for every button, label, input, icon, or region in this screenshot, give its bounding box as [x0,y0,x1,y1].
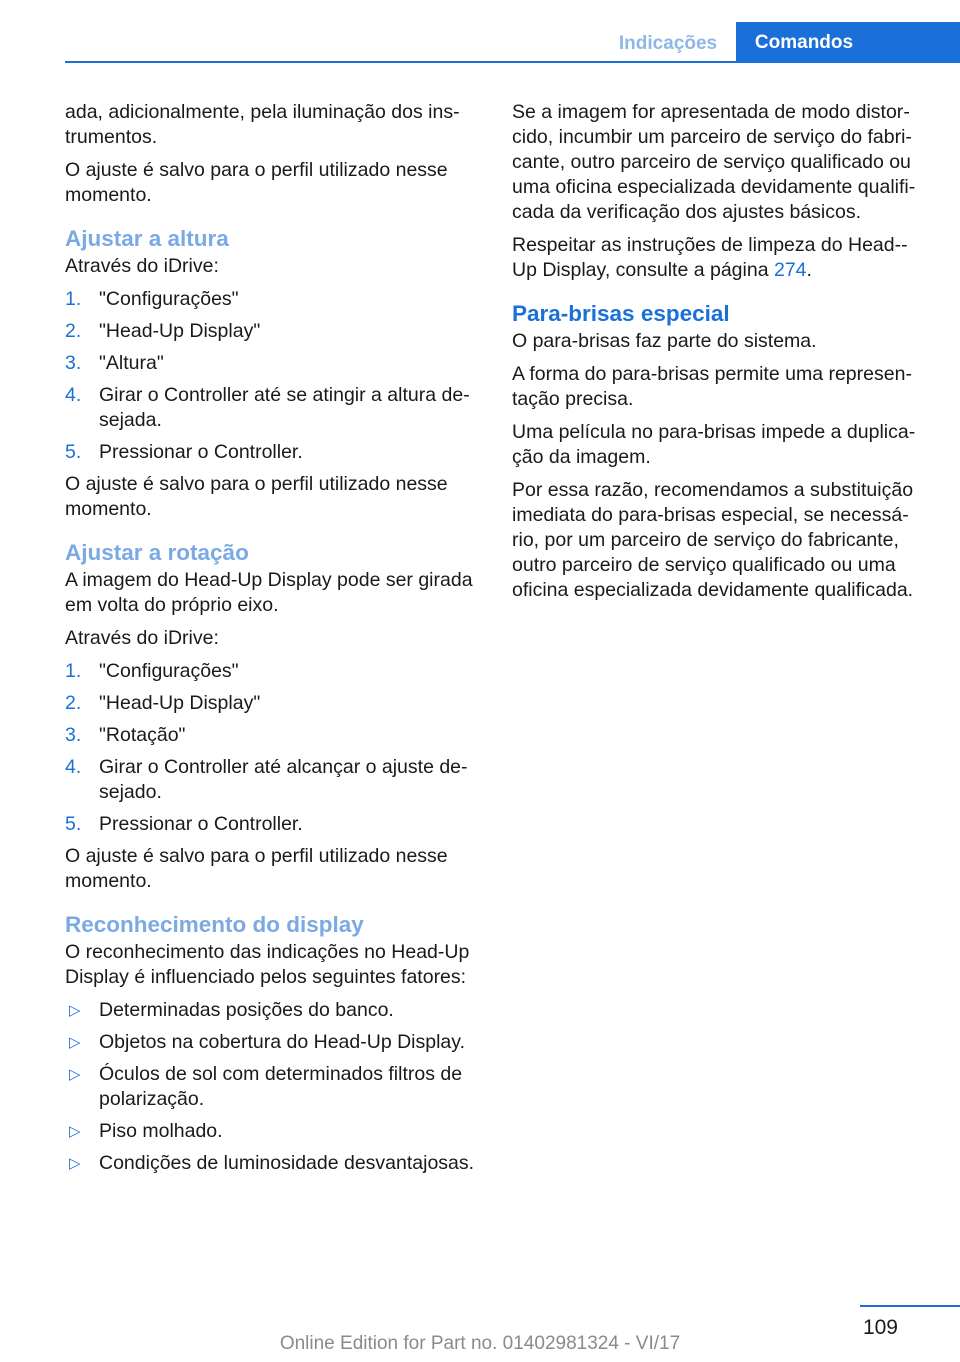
paragraph: O para-brisas faz parte do sistema. [512,330,817,352]
left-column [65,100,481,1183]
triangle-bullet-icon: ▷ [69,1066,81,1083]
list-item [65,287,481,312]
step-text: Girar o Controller até alcançar o ajuste desejado. [99,756,468,803]
triangle-bullet-icon: ▷ [69,1123,81,1140]
tab-comandos[interactable] [736,22,960,63]
bullet-text: Óculos de sol com determinados filtros de polarização. [99,1063,463,1110]
step-number: 4. [65,756,82,778]
paragraph: Uma película no para-brisas impede a duplicação da imagem. [512,421,916,468]
list-item [65,691,481,716]
paragraph: O ajuste é salvo para o perfil utilizado nesse momento. [65,473,448,520]
list-item [65,1062,481,1112]
paragraph-cleaning [512,233,926,283]
step-number: 3. [65,724,82,746]
step-text: "Altura" [99,352,164,374]
step-text: Girar o Controller até se atingir a altura desejada. [99,384,470,431]
list-item [65,351,481,376]
step-text: "Rotação" [99,724,186,746]
bullet-text: Condições de luminosidade desvantajosas. [99,1152,475,1174]
paragraph: Por essa razão, recomendamos a substituição imediata do para-brisas especial, se necessário, por um parceiro de serviço do fabricante, outro parceiro de serviço qualificado ou uma oficina especializada devidamente qualificada. [512,479,914,601]
step-text: "Configurações" [99,660,239,682]
bullet-text: Objetos na cobertura do Head-Up Display. [99,1031,465,1053]
list-item [65,1030,481,1055]
list-item [65,1151,481,1176]
text: Respeitar as instruções de limpeza do Head-Up Display, consulte a página [512,234,908,281]
heading-para-brisas-especial: Para-brisas especial [512,301,730,326]
step-number: 5. [65,441,82,463]
list-item [65,812,481,837]
step-number: 5. [65,813,82,835]
paragraph: Se a imagem for apresentada de modo distorcido, incumbir um parceiro de serviço do fabricante, outro parceiro de serviço qualificado ou uma oficina especializada devidamente qualificada da verificação dos ajustes básicos. [512,101,916,223]
list-item [65,998,481,1023]
tab-comandos-label: Comandos [754,32,854,53]
step-text: "Head-Up Display" [99,320,261,342]
tab-indicacoes[interactable]: Indicações [618,33,718,54]
triangle-bullet-icon: ▷ [69,1034,81,1051]
bullet-text: Piso molhado. [99,1120,223,1142]
paragraph: A forma do para-brisas permite uma representação precisa. [512,363,912,410]
step-text: "Head-Up Display" [99,692,261,714]
text: . [806,259,812,281]
triangle-bullet-icon: ▷ [69,1002,81,1019]
list-item [65,383,481,433]
list-item [65,755,481,805]
list-item [65,659,481,684]
step-number: 1. [65,288,82,310]
bullet-text: Determinadas posições do banco. [99,999,394,1021]
list-item [65,1119,481,1144]
list-item [65,723,481,748]
list-altura [65,287,481,465]
paragraph: O ajuste é salvo para o perfil utilizado nesse momento. [65,845,448,892]
list-item [65,319,481,344]
list-rotacao [65,659,481,837]
paragraph: Através do iDrive: [65,627,219,649]
paragraph: O ajuste é salvo para o perfil utilizado nesse momento. [65,159,448,206]
paragraph: Através do iDrive: [65,255,219,277]
heading-ajustar-rotacao: Ajustar a rotação [65,540,249,565]
step-number: 1. [65,660,82,682]
page-number: 109 [862,1316,898,1339]
step-number: 2. [65,320,82,342]
paragraph: O reconhecimento das indicações no Head-Up Display é influenciado pelos seguintes fatores: [65,941,470,988]
bullet-list [65,998,481,1176]
step-number: 3. [65,352,82,374]
edition-footer: Online Edition for Part no. 01402981324 - VI/17 [279,1333,681,1354]
step-text: "Configurações" [99,288,239,310]
step-number: 4. [65,384,82,406]
step-text: Pressionar o Controller. [99,441,303,463]
footer-rule [860,1305,960,1307]
right-column [512,100,926,611]
triangle-bullet-icon: ▷ [69,1155,81,1172]
step-number: 2. [65,692,82,714]
paragraph: A imagem do Head-Up Display pode ser girada em volta do próprio eixo. [65,569,473,616]
heading-ajustar-altura: Ajustar a altura [65,226,229,251]
page-link[interactable]: 274 [773,259,807,281]
paragraph: ada, adicionalmente, pela iluminação dos instrumentos. [65,101,460,148]
heading-reconhecimento-display: Reconhecimento do display [65,912,364,937]
list-item [65,440,481,465]
step-text: Pressionar o Controller. [99,813,303,835]
